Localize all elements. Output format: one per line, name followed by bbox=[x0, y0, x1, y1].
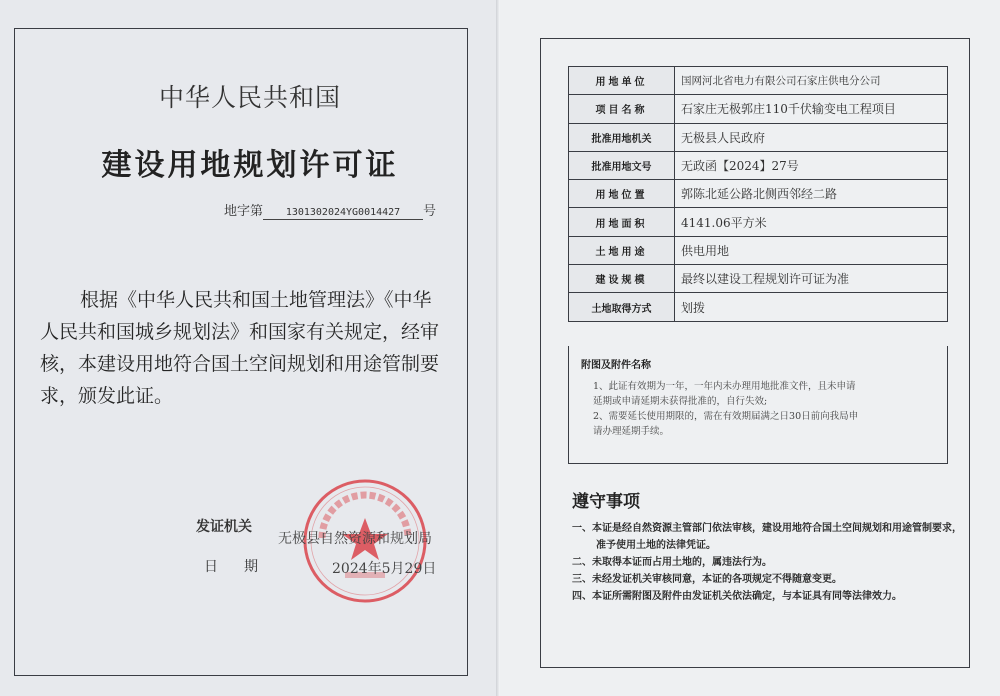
row-label: 土地取得方式 bbox=[569, 293, 675, 321]
rule-item: 四、本证所需附图及附件由发证机关依法确定，与本证具有同等法律效力。 bbox=[572, 591, 902, 602]
certificate-number-line bbox=[224, 200, 436, 220]
row-label: 用地单位 bbox=[569, 67, 675, 95]
certificate-title: 建设用地规划许可证 bbox=[101, 148, 399, 183]
row-value: 供电用地 bbox=[675, 236, 948, 264]
rules-list bbox=[572, 520, 962, 605]
issuer-label: 发证机关 bbox=[196, 519, 252, 535]
cert-prefix: 地字第 bbox=[224, 204, 264, 219]
rule-item: 二、未取得本证而占用土地的，属违法行为。 bbox=[572, 557, 772, 568]
country-name: 中华人民共和国 bbox=[158, 83, 341, 112]
row-label: 用地面积 bbox=[569, 208, 675, 236]
row-value: 最终以建设工程规划许可证为准 bbox=[675, 265, 948, 293]
row-value: 4141.06平方米 bbox=[675, 208, 948, 236]
attachments-box bbox=[568, 346, 948, 464]
table-row bbox=[569, 293, 948, 321]
table-row bbox=[569, 180, 948, 208]
row-label: 项目名称 bbox=[569, 95, 675, 123]
table-row bbox=[569, 151, 948, 179]
row-value: 无极县人民政府 bbox=[675, 123, 948, 151]
table-row bbox=[569, 236, 948, 264]
attachment-line: 请办理延期手续。 bbox=[593, 426, 670, 437]
issuer-value: 无极县自然资源和规划局 bbox=[278, 531, 432, 547]
row-label: 用地位置 bbox=[569, 180, 675, 208]
rules-title: 遵守事项 bbox=[572, 492, 640, 512]
land-info-table bbox=[568, 66, 948, 322]
table-row bbox=[569, 67, 948, 95]
row-label: 建设规模 bbox=[569, 265, 675, 293]
certificate-number: 1301302024YG0014427 bbox=[263, 207, 423, 220]
attachments-title: 附图及附件名称 bbox=[581, 360, 651, 371]
row-label: 批准用地文号 bbox=[569, 151, 675, 179]
row-value: 无政函【2024】27号 bbox=[675, 151, 948, 179]
attachment-line: 延期或申请延期未获得批准的，自行失效; bbox=[593, 396, 768, 407]
cert-suffix: 号 bbox=[423, 204, 437, 219]
date-value: 2024年5月29日 bbox=[332, 561, 437, 577]
row-value: 石家庄无极郭庄110千伏输变电工程项目 bbox=[675, 95, 948, 123]
row-value: 划拨 bbox=[675, 293, 948, 321]
row-value: 国网河北省电力有限公司石家庄供电分公司 bbox=[675, 67, 948, 95]
table-row bbox=[569, 265, 948, 293]
attachment-line: 1、此证有效期为一年，一年内未办理用地批准文件，且未申请 bbox=[593, 381, 856, 392]
rule-item: 一、本证是经自然资源主管部门依法审核，建设用地符合国土空间规划和用途管制要求，准予使用土地的法律凭证。 bbox=[572, 523, 962, 551]
rule-item: 三、未经发证机关审核同意，本证的各项规定不得随意变更。 bbox=[572, 574, 842, 585]
table-row bbox=[569, 208, 948, 236]
row-label: 批准用地机关 bbox=[569, 123, 675, 151]
row-value: 郭陈北延公路北侧西邻经二路 bbox=[675, 180, 948, 208]
date-label: 日期 bbox=[204, 559, 284, 575]
table-row bbox=[569, 95, 948, 123]
table-row bbox=[569, 123, 948, 151]
row-label: 土地用途 bbox=[569, 236, 675, 264]
basis-paragraph: 根据《中华人民共和国土地管理法》《中华人民共和国城乡规划法》和国家有关规定，经审核，本建设用地符合国土空间规划和用途管制要求，颁发此证。 bbox=[40, 289, 440, 407]
attachment-line: 2、需要延长使用期限的，需在有效期届满之日30日前向我局申 bbox=[593, 411, 859, 422]
